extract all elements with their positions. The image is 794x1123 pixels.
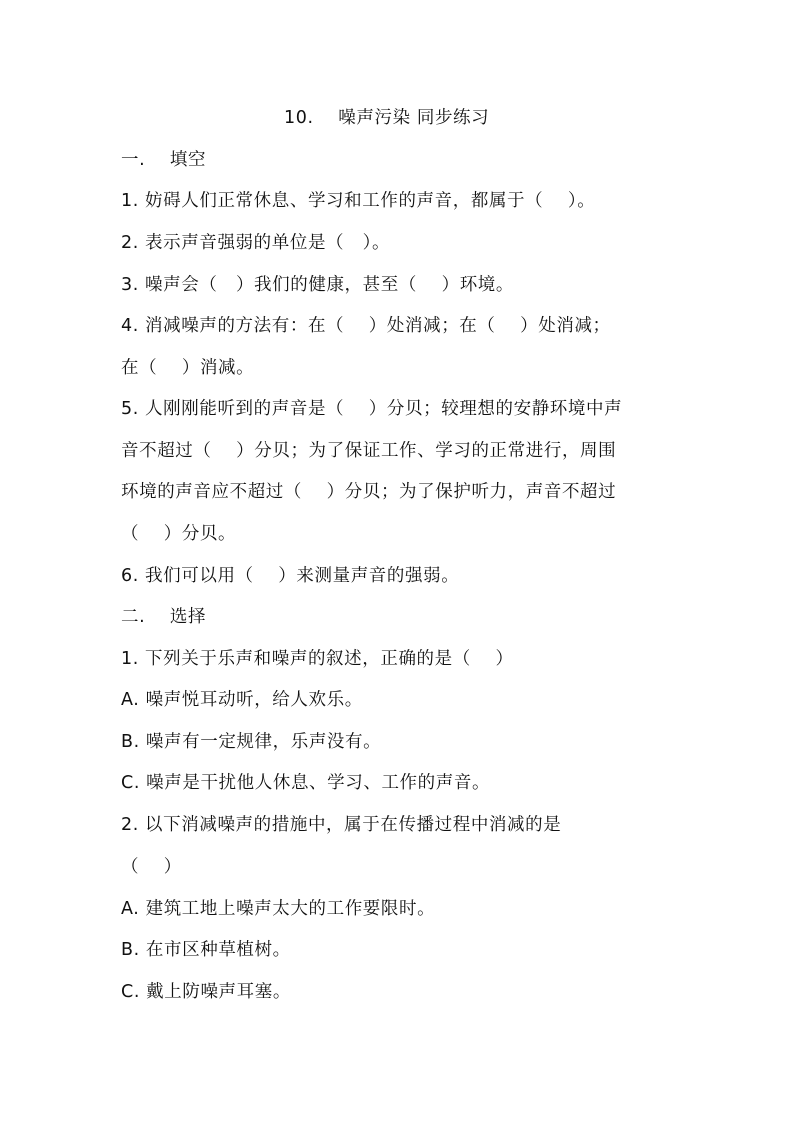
choice-question-1: 1. 下列关于乐声和噪声的叙述，正确的是（ ） [121,649,514,669]
fill-question-5-cont-2: 环境的声音应不超过（ ）分贝；为了保护听力，声音不超过 [121,482,617,502]
fill-question-3: 3. 噪声会（ ）我们的健康，甚至（ ）环境。 [121,275,514,295]
fill-question-5-cont-3: （ ）分贝。 [121,524,237,544]
fill-question-4: 4. 消减噪声的方法有：在（ ）处消减；在（ ）处消减； [121,316,611,336]
choice-q2-option-a: A. 建筑工地上噪声太大的工作要限时。 [121,899,436,919]
fill-question-5: 5. 人刚刚能听到的声音是（ ）分贝；较理想的安静环境中声 [121,399,623,419]
section-heading-choice: 二. 选择 [121,607,207,627]
choice-q2-option-b: B. 在市区种草植树。 [121,940,291,960]
fill-question-5-cont-1: 音不超过（ ）分贝；为了保证工作、学习的正常进行，周围 [121,441,617,461]
worksheet-title: 10. 噪声污染 同步练习 [284,108,490,128]
fill-question-6: 6. 我们可以用（ ）来测量声音的强弱。 [121,566,460,586]
choice-q2-option-c: C. 戴上防噪声耳塞。 [121,982,291,1002]
choice-q1-option-b: B. 噪声有一定规律，乐声没有。 [121,732,382,752]
choice-q1-option-c: C. 噪声是干扰他人休息、学习、工作的声音。 [121,773,491,793]
fill-question-1: 1. 妨碍人们正常休息、学习和工作的声音，都属于（ ）。 [121,191,596,211]
fill-question-2: 2. 表示声音强弱的单位是（ ）。 [121,233,391,253]
fill-question-4-cont: 在（ ）消减。 [121,358,255,378]
choice-q1-option-a: A. 噪声悦耳动听，给人欢乐。 [121,690,363,710]
choice-question-2: 2. 以下消减噪声的措施中，属于在传播过程中消减的是 [121,815,562,835]
choice-question-2-cont: （ ） [121,857,182,877]
section-heading-fill-in: 一. 填空 [121,150,207,170]
